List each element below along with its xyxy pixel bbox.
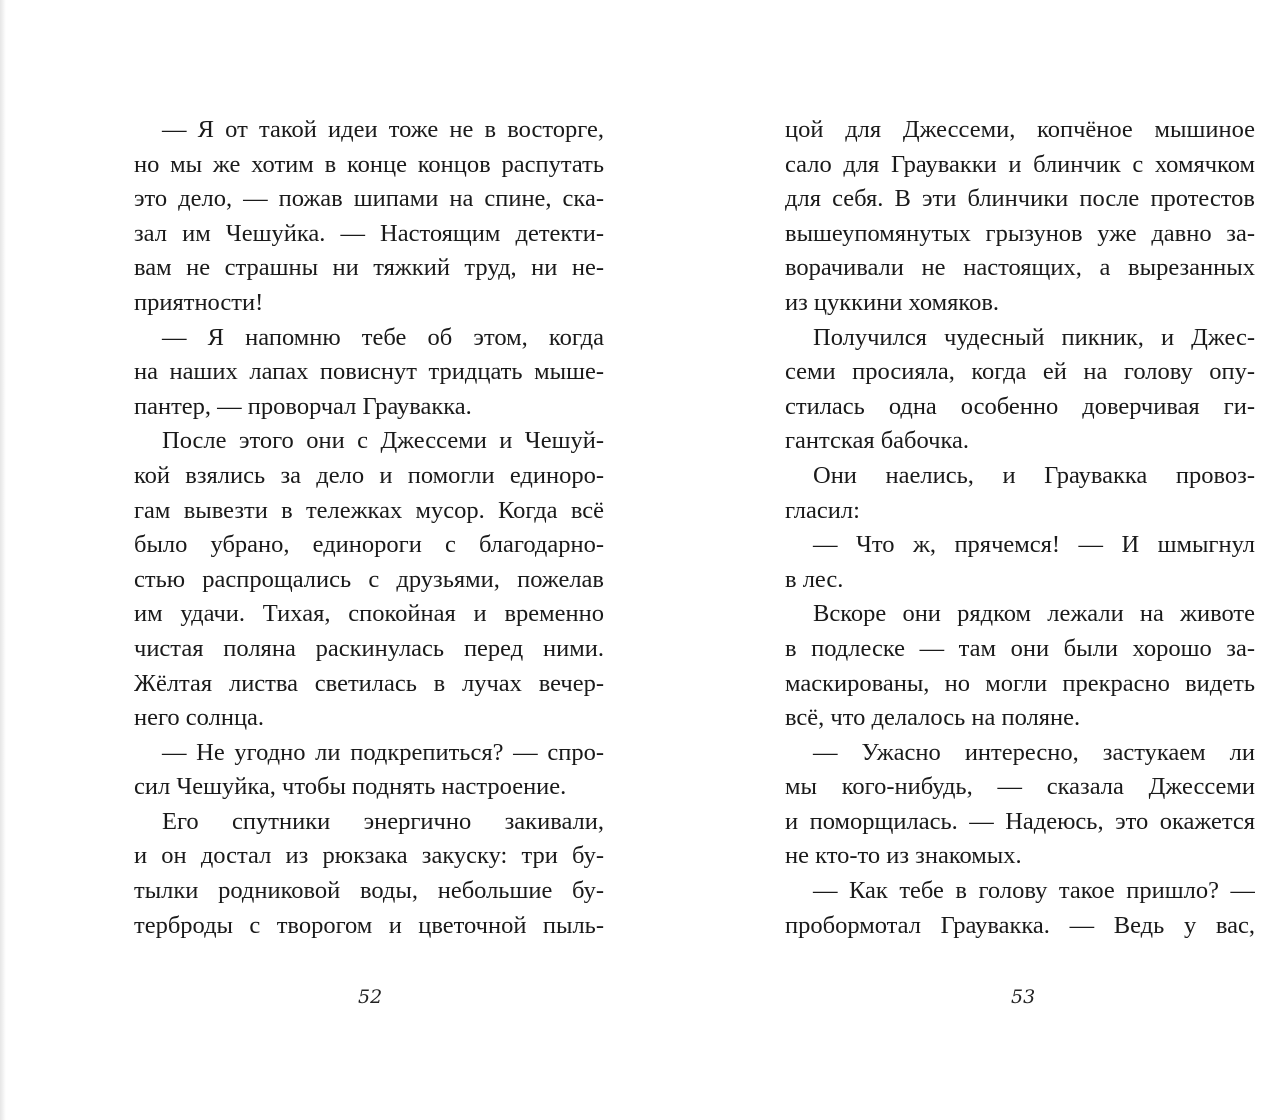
text-line: и поморщилась. — Надеюсь, это окажется: [785, 807, 1255, 835]
text-line: сил Чешуйка, чтобы поднять настроение.: [134, 773, 567, 801]
right-page-text: [785, 113, 1255, 943]
text-line: ворачивали не настоящих, а вырезанных: [785, 254, 1255, 282]
text-line: стилась одна особенно доверчивая ги-: [785, 392, 1255, 420]
left-page-number: 52: [358, 986, 383, 1008]
text-line: Его спутники энергично закивали,: [162, 807, 604, 835]
text-line: После этого они с Джессеми и Чешуй-: [162, 427, 604, 455]
text-line: вам не страшны ни тяжкий труд, ни не-: [134, 254, 604, 282]
text-line: им удачи. Тихая, спокойная и временно: [134, 600, 604, 628]
text-line: сало для Граувакки и блинчик с хомячком: [785, 150, 1255, 178]
text-line: не кто-то из знакомых.: [785, 842, 1022, 870]
text-line: маскированы, но могли прекрасно видеть: [785, 669, 1255, 697]
text-line: пантер, — проворчал Граувакка.: [134, 392, 472, 420]
text-line: — Что ж, прячемся! — И шмыгнул: [813, 531, 1255, 559]
text-line: Жёлтая листва светилась в лучах вечер-: [134, 669, 604, 697]
text-line: терброды с творогом и цветочной пыль-: [134, 911, 604, 939]
text-line: — Как тебе в голову такое пришло? —: [813, 877, 1255, 905]
text-line: чистая поляна раскинулась перед ними.: [134, 634, 604, 662]
text-line: стью распрощались с друзьями, пожелав: [134, 565, 604, 593]
text-line: в лес.: [785, 565, 844, 593]
text-line: для себя. В эти блинчики после протестов: [785, 185, 1255, 213]
right-page-number: 53: [1011, 986, 1036, 1008]
text-line: Вскоре они рядком лежали на животе: [813, 600, 1255, 628]
text-line: Получился чудесный пикник, и Джес-: [813, 323, 1255, 351]
text-line: Они наелись, и Граувакка провоз-: [813, 461, 1255, 489]
text-line: семи просияла, когда ей на голову опу-: [785, 358, 1255, 386]
text-line: в подлеске — там они были хорошо за-: [785, 634, 1255, 662]
left-page-text: [134, 113, 604, 943]
text-line: — Я от такой идеи тоже не в восторге,: [162, 116, 604, 143]
text-line: но мы же хотим в конце концов распутать: [134, 150, 604, 178]
text-line: тылки родниковой воды, небольшие бу-: [134, 877, 604, 905]
text-line: гам вывезти в тележках мусор. Когда всё: [134, 496, 604, 524]
text-line: вышеупомянутых грызунов уже давно за-: [785, 219, 1255, 247]
text-line: гласил:: [785, 496, 860, 524]
text-line: пробормотал Граувакка. — Ведь у вас,: [785, 911, 1255, 939]
text-line: мы кого-нибудь, — сказала Джессеми: [785, 773, 1255, 801]
text-line: кой взялись за дело и помогли единоро-: [134, 461, 604, 489]
text-line: цой для Джессеми, копчёное мышиное: [785, 116, 1255, 143]
text-line: было убрано, единороги с благодарно-: [134, 531, 604, 559]
text-line: — Ужасно интересно, застукаем ли: [813, 738, 1255, 766]
text-line: него солнца.: [134, 704, 265, 732]
text-line: из цуккини хомяков.: [785, 288, 1000, 316]
text-line: на наших лапах повиснут тридцать мыше-: [134, 358, 604, 386]
text-line: всё, что делалось на поляне.: [785, 704, 1081, 732]
text-line: — Не угодно ли подкрепиться? — спро-: [162, 738, 604, 766]
text-line: гантская бабочка.: [785, 427, 969, 455]
text-line: приятности!: [134, 288, 264, 316]
text-line: это дело, — пожав шипами на спине, ска-: [134, 185, 604, 213]
text-line: зал им Чешуйка. — Настоящим детекти-: [134, 219, 604, 247]
text-line: и он достал из рюкзака закуску: три бу-: [134, 842, 604, 870]
page-edge-shadow: [0, 0, 6, 1120]
text-line: — Я напомню тебе об этом, когда: [162, 323, 604, 351]
